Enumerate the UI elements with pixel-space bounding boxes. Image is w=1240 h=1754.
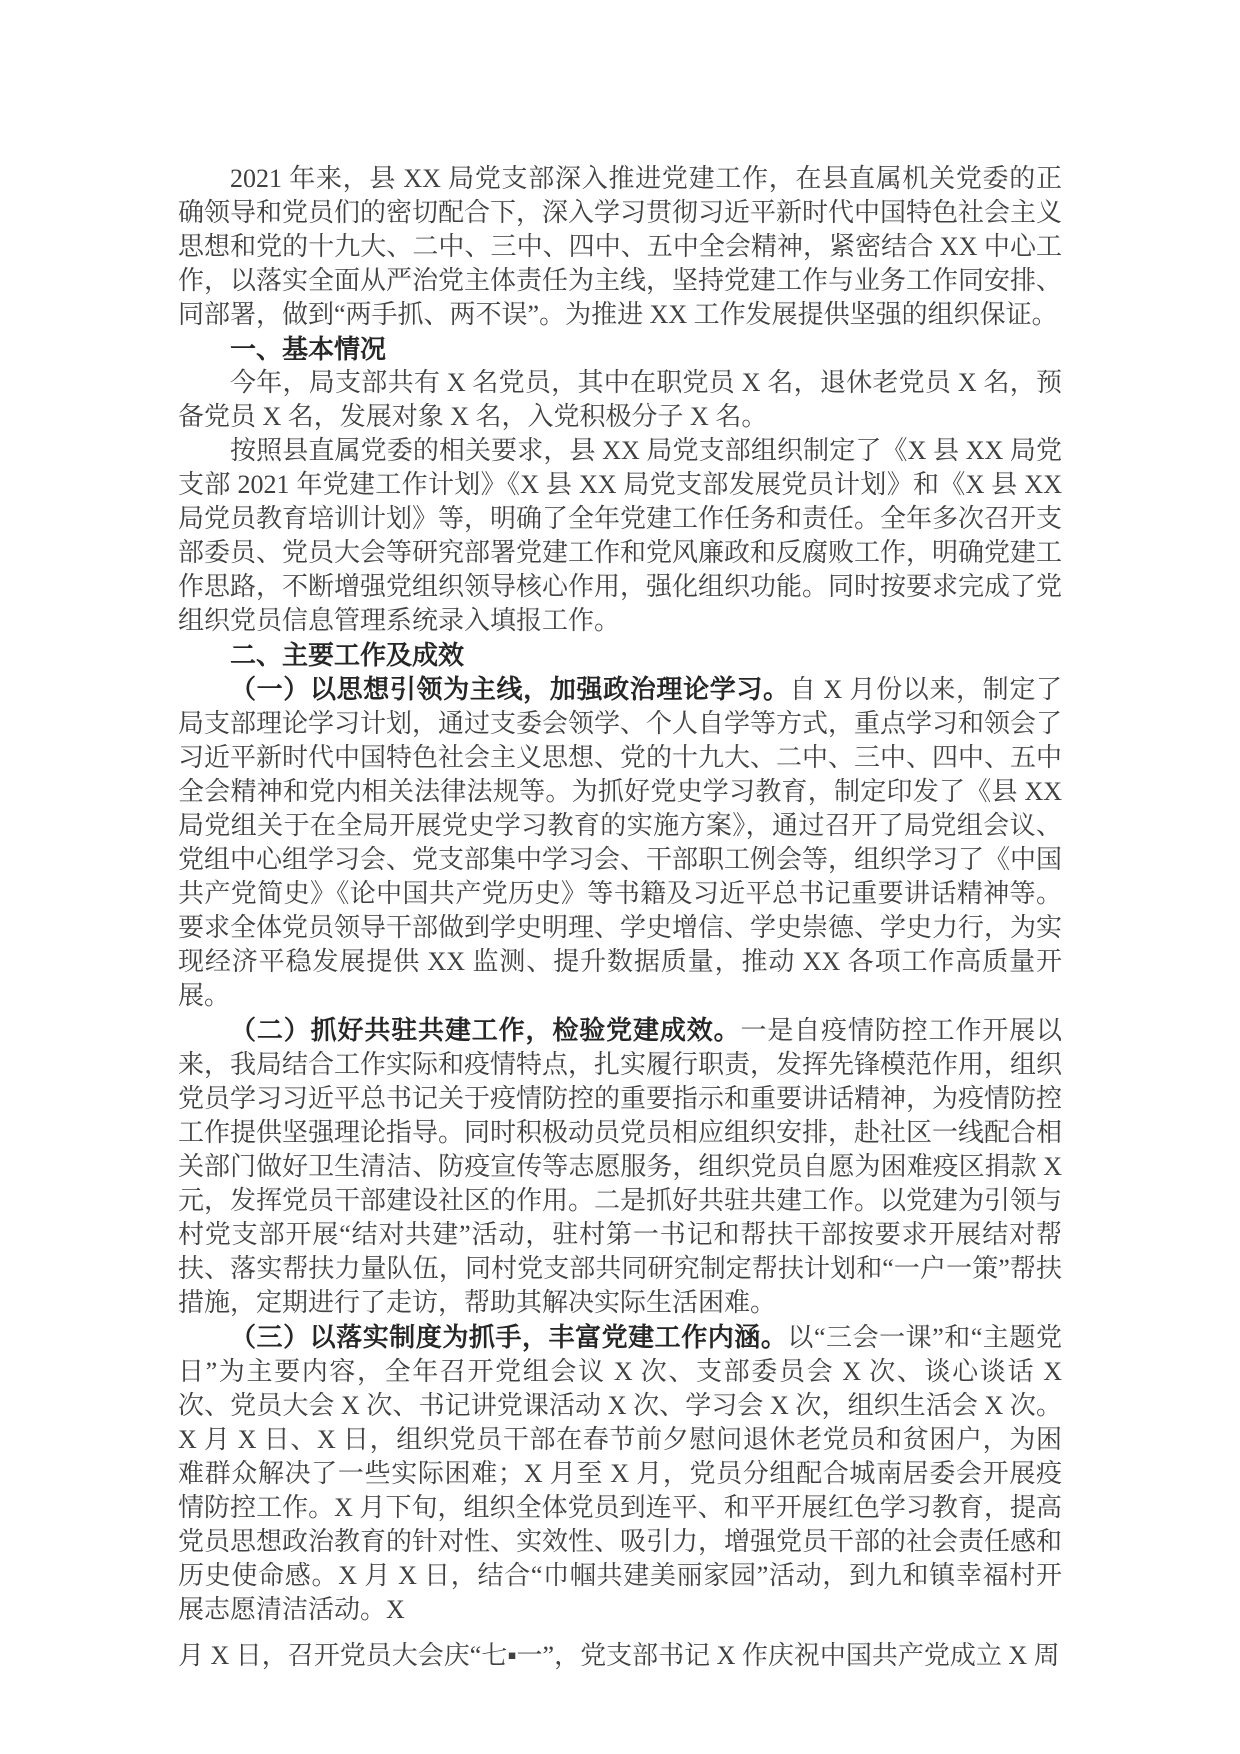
heading-basic-situation (178, 332, 1062, 366)
text-segment-bold: （二）抓好共驻共建工作，检验党建成效。 (230, 1015, 741, 1045)
document-body (178, 162, 1062, 1673)
text-segment: 按照县直属党委的相关要求，县 XX 局党支部组织制定了《X 县 XX 局党支部 2021 年党建工作计划》《X 县 XX 局党支部发展党员计划》和《X 县 XX 局党员教育培训计划》等，明确了全年党建工作任务和责任。全年多次召开支部委员、党员大会等研究部署党建工作和党风廉政和反腐败工作，明确党建工作思路，不断增强党组织领导核心作用，强化组织功能。同时按要求完成了党组织党员信息管理系统录入填报工作。 (178, 436, 1063, 635)
para-item-3-continuation (178, 1639, 1062, 1673)
para-intro (178, 162, 1062, 332)
text-segment-bold: 二、主要工作及成效 (230, 640, 465, 670)
para-item-2 (178, 1013, 1062, 1320)
para-item-3 (178, 1320, 1062, 1627)
text-segment-bold: 一、基本情况 (230, 334, 387, 364)
text-segment: 以“三会一课”和“主题党日”为主要内容，全年召开党组会议 X 次、支部委员会 X 次、谈心谈话 X 次、党员大会 X 次、书记讲党课活动 X 次、学习会 X 次，组织生活会 X 次。X 月 X 日、X 日，组织党员干部在春节前夕慰问退休老党员和贫困户，为困难群众解决了一些实际困难；X 月至 X 月，党员分组配合城南居委会开展疫情防控工作。X 月下旬，组织全体党员到连平、和平开展红色学习教育，提高党员思想政治教育的针对性、实效性、吸引力，增强党员干部的社会责任感和历史使命感。X 月 X 日，结合“巾帼共建美丽家园”活动，到九和镇幸福村开展志愿清洁活动。X (178, 1323, 1063, 1624)
para-item-1 (178, 672, 1062, 1013)
heading-main-work (178, 638, 1062, 672)
para-membership (178, 366, 1062, 434)
text-segment: 2021 年来，县 XX 局党支部深入推进党建工作，在县直属机关党委的正确领导和党员们的密切配合下，深入学习贯彻习近平新时代中国特色社会主义思想和党的十九大、二中、三中、四中、五中全会精神，紧密结合 XX 中心工作，以落实全面从严治党主体责任为主线，坚持党建工作与业务工作同安排、同部署，做到“两手抓、两不误”。为推进 XX 工作发展提供坚强的组织保证。 (178, 164, 1063, 329)
text-segment: 自 X 月份以来，制定了局支部理论学习计划，通过支委会领学、个人自学等方式，重点学习和领会了习近平新时代中国特色社会主义思想、党的十九大、二中、三中、四中、五中全会精神和党内相关法律法规等。为抓好党史学习教育，制定印发了《县 XX 局党组关于在全局开展党史学习教育的实施方案》，通过召开了局党组会议、党组中心组学习会、党支部集中学习会、干部职工例会等，组织学习了《中国共产党简史》《论中国共产党历史》等书籍及习近平总书记重要讲话精神等。要求全体党员领导干部做到学史明理、学史增信、学史崇德、学史力行，为实现经济平稳发展提供 XX 监测、提升数据质量，推动 XX 各项工作高质量开展。 (178, 675, 1063, 1010)
text-segment-bold: （一）以思想引领为主线，加强政治理论学习。 (230, 674, 790, 704)
text-segment: 月 X 日，召开党员大会庆“七▪一”，党支部书记 X 作庆祝中国共产党成立 X 周 (178, 1641, 1060, 1670)
text-segment: 今年，局支部共有 X 名党员，其中在职党员 X 名，退休老党员 X 名，预备党员 X 名，发展对象 X 名，入党积极分子 X 名。 (178, 368, 1062, 431)
text-segment: 一是自疫情防控工作开展以来，我局结合工作实际和疫情特点，扎实履行职责，发挥先锋模范作用，组织党员学习习近平总书记关于疫情防控的重要指示和重要讲话精神，为疫情防控工作提供坚强理论指导。同时积极动员党员相应组织安排，赴社区一线配合相关部门做好卫生清洁、防疫宣传等志愿服务，组织党员自愿为困难疫区捐款 X 元，发挥党员干部建设社区的作用。二是抓好共驻共建工作。以党建为引领与村党支部开展“结对共建”活动，驻村第一书记和帮扶干部按要求开展结对帮扶、落实帮扶力量队伍，同村党支部共同研究制定帮扶计划和“一户一策”帮扶措施，定期进行了走访，帮助其解决实际生活困难。 (178, 1016, 1063, 1317)
text-segment-bold: （三）以落实制度为抓手，丰富党建工作内涵。 (230, 1322, 788, 1352)
para-plans (178, 434, 1062, 638)
